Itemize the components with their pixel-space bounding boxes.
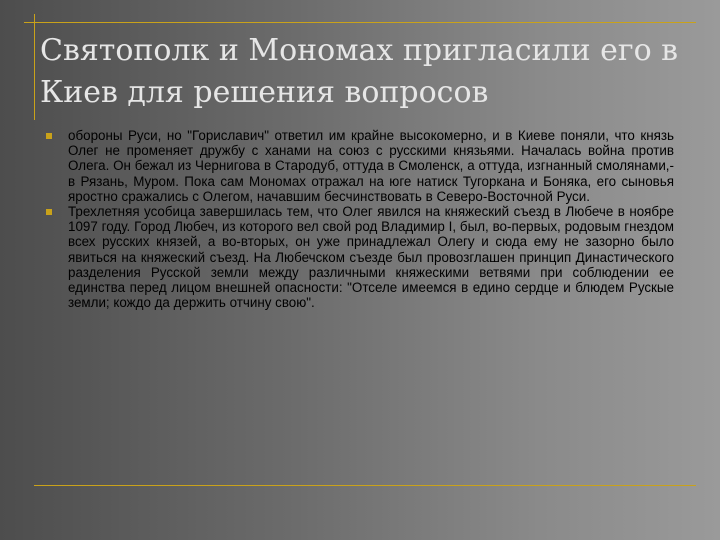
slide-title: Святополк и Мономах пригласили его в Киев для решения вопросов	[40, 33, 679, 110]
left-accent-line	[34, 14, 35, 120]
bullet-item	[44, 204, 674, 310]
square-bullet-icon	[46, 209, 52, 215]
bullet-text: Трехлетняя усобица завершилась тем, что Олег явился на княжеский съезд в Любече в ноябре 1097 году. Город Любеч, из которого вел свой род Владимир I, был, во-первых, родовым гнездом всех русских князей, а во-вторых, он уже принадлежал Олегу и сюда ему не зазорно было явиться на княжеский съезд. На Любечском съезде был провозглашен принцип Династического разделения Русской земли между различными княжескими ветвями при соблюдении ее единства перед лицом внешней опасности: "Отселе имеемся в едино сердце и блюдем Рускые земли; кождо да держить отчину свою".	[68, 204, 674, 311]
bullet-text: обороны Руси, но "Гориславич" ответил им крайне высокомерно, и в Киеве поняли, что князь Олег не променяет дружбу с ханами на союз с русскими князьями. Началась война против Олега. Он бежал из Чернигова в Стародуб, оттуда в Смоленск, а оттуда, изгнанный смолянами,- в Рязань, Муром. Пока сам Мономах отражал на юге натиск Тугоркана и Боняка, его сыновья яростно сражались с Олегом, начавшим бесчинствовать в Северо-Восточной Руси.	[68, 128, 674, 204]
square-bullet-icon	[46, 133, 52, 139]
bullet-list	[44, 128, 674, 310]
top-divider-line	[24, 22, 696, 23]
bottom-divider-line	[34, 485, 696, 486]
bullet-item	[44, 128, 674, 204]
